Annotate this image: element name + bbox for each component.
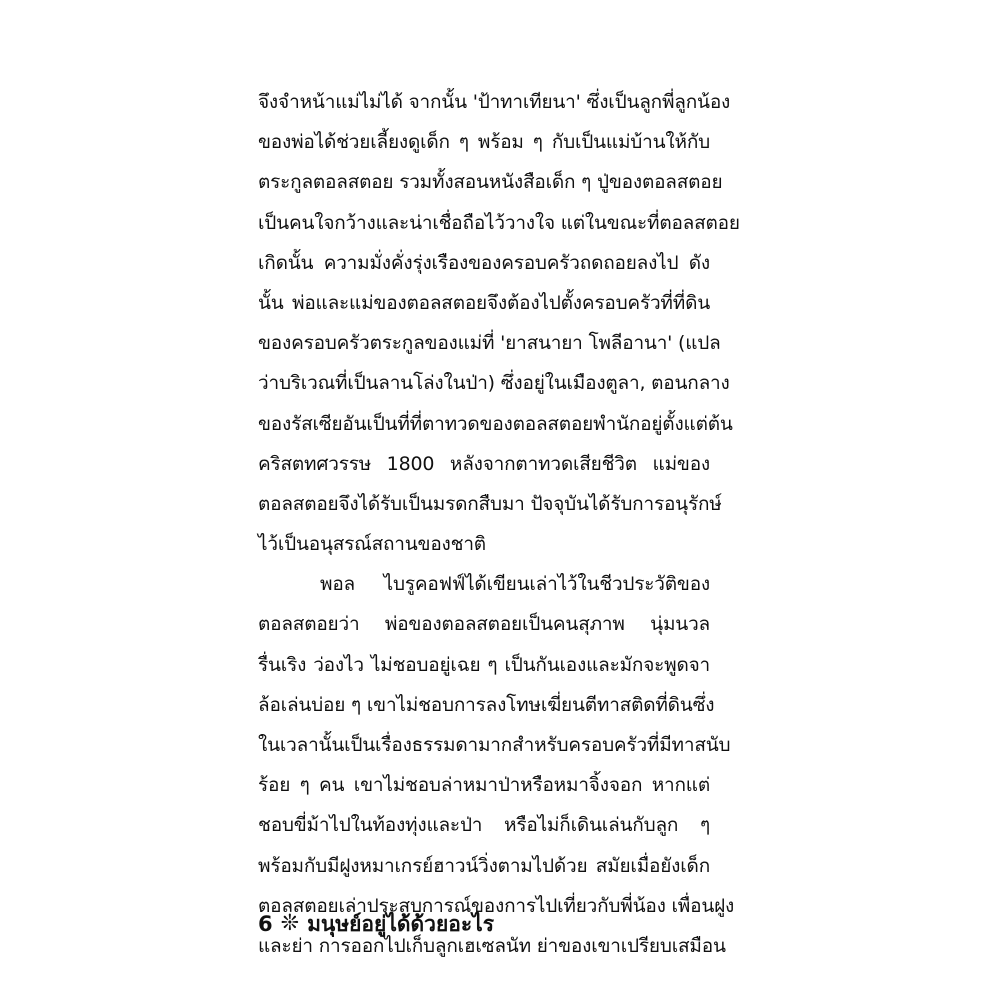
text-line: ของครอบครัวตระกูลของแม่ที่ 'ยาสนายา โพลีอานา' (แปล: [258, 332, 721, 355]
page-number: 6: [258, 912, 273, 936]
text-line: ตระกูลตอลสตอย รวมทั้งสอนหนังสือเด็ก ๆ ปู่ของตอลสตอย: [258, 171, 723, 194]
snowflake-icon: ❊: [280, 911, 300, 936]
text-line: ร้อย ๆ คน เขาไม่ชอบล่าหมาป่าหรือหมาจิ้งจอก หากแต่: [258, 774, 710, 797]
text-line: เกิดนั้น ความมั่งคั่งรุ่งเรืองของครอบครัวถดถอยลงไป ดัง: [258, 251, 710, 274]
text-line: ของรัสเซียอันเป็นที่ที่ตาทวดของตอลสตอยพำนักอยู่ตั้งแต่ต้น: [258, 412, 733, 435]
book-title: มนุษย์อยู่ได้ด้วยอะไร: [307, 911, 494, 936]
text-line: ไว้เป็นอนุสรณ์สถานของชาติ: [258, 533, 486, 556]
text-line: และย่า การออกไปเก็บลูกเฮเซลนัท ย่าของเขาเปรียบเสมือน: [258, 934, 726, 957]
text-line: ในเวลานั้นเป็นเรื่องธรรมดามากสำหรับครอบครัวที่มีทาสนับ: [258, 734, 731, 756]
text-line: คริสตทศวรรษ 1800 หลังจากตาทวดเสียชีวิต แม่ของ: [258, 452, 710, 475]
text-line: ว่าบริเวณที่เป็นลานโล่งในป่า) ซึ่งอยู่ในเมืองตูลา, ตอนกลาง: [258, 372, 730, 395]
page-footer: [258, 904, 494, 944]
text-line: ตอลสตอยว่า พ่อของตอลสตอยเป็นคนสุภาพ นุ่มนวล: [258, 613, 710, 636]
text-line: พร้อมกับมีฝูงหมาเกรย์ฮาวน์วิ่งตามไปด้วย สมัยเมื่อยังเด็ก: [258, 854, 710, 877]
text-line: ชอบขี่ม้าไปในท้องทุ่งและป่า หรือไม่ก็เดินเล่นกับลูก ๆ: [258, 814, 710, 837]
text-line: รื่นเริง ว่องไว ไม่ชอบอยู่เฉย ๆ เป็นกันเองและมักจะพูดจา: [258, 653, 710, 676]
text-line: ตอลสตอยจึงได้รับเป็นมรดกสืบมา ปัจจุบันได้รับการอนุรักษ์: [258, 492, 722, 515]
text-line: พอล ไบรูคอฟฟ์ได้เขียนเล่าไว้ในชีวประวัติของ: [320, 573, 710, 596]
text-line: จึงจำหน้าแม่ไม่ได้ จากนั้น 'ป้าทาเทียนา' ซึ่งเป็นลูกพี่ลูกน้อง: [258, 91, 731, 113]
text-line: ของพ่อได้ช่วยเลี้ยงดูเด็ก ๆ พร้อม ๆ กับเป็นแม่บ้านให้กับ: [258, 131, 710, 154]
text-line: เป็นคนใจกว้างและน่าเชื่อถือไว้วางใจ แต่ในขณะที่ตอลสตอย: [258, 211, 740, 234]
paragraph-1: [258, 82, 740, 564]
text-line: ล้อเล่นบ่อย ๆ เขาไม่ชอบการลงโทษเฆี่ยนตีทาสติดที่ดินซึ่ง: [258, 693, 715, 716]
text-line: นั้น พ่อและแม่ของตอลสตอยจึงต้องไปตั้งครอบครัวที่ที่ดิน: [258, 291, 710, 314]
text-line: ตอลสตอยเล่าประสบการณ์ของการไปเที่ยวกับพี่น้อง เพื่อนฝูง: [258, 894, 735, 917]
body-text: [258, 82, 740, 966]
